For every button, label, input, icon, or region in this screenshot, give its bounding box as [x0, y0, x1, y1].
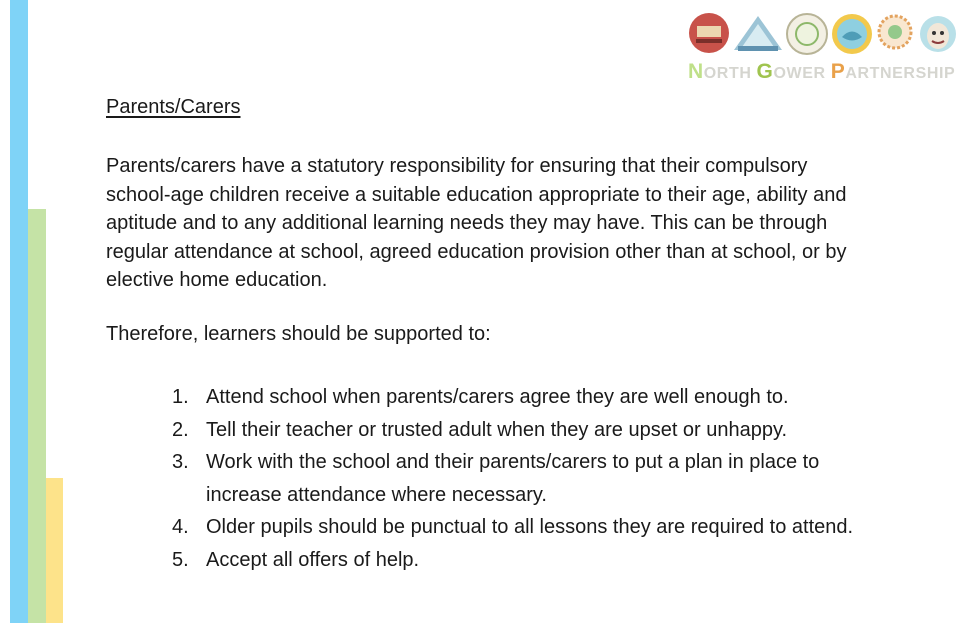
- list-item: [172, 414, 892, 447]
- partnership-name-p: P: [830, 60, 846, 83]
- partnership-name-g: G: [756, 60, 774, 83]
- list-item: [172, 446, 892, 511]
- list-text: Accept all offers of help.: [206, 548, 420, 571]
- list-number: 2.: [172, 418, 189, 441]
- school-crest-blue-circle-icon: [830, 12, 874, 56]
- school-crest-red-icon: [688, 12, 730, 54]
- partnership-name-g-rest: OWER: [773, 65, 831, 82]
- school-crest-face-icon: [918, 12, 958, 56]
- body-paragraph: Parents/carers have a statutory responsibility for ensuring that their compulsory school-age children receive a suitable education appropriate to their age, ability and aptitude and to any additional learning needs they may have. This can be through regular attendance at school, agreed education provision other than at school, or by elective home education.: [106, 155, 847, 292]
- decorative-bar-green: [28, 209, 46, 623]
- partnership-name-p-rest: ARTNERSHIP: [845, 65, 956, 82]
- school-crest-green-circle-icon: [785, 12, 829, 56]
- list-text: Older pupils should be punctual to all lessons they are required to attend.: [206, 516, 854, 538]
- decorative-bar-blue: [10, 0, 28, 623]
- list-number: 4.: [172, 516, 189, 538]
- partnership-logo: [686, 12, 961, 84]
- list-text: Attend school when parents/carers agree they are well enough to.: [206, 386, 789, 408]
- list-item: [172, 544, 892, 577]
- list-text: Tell their teacher or trusted adult when they are upset or unhappy.: [206, 418, 788, 441]
- list-item: [172, 381, 892, 414]
- partnership-name-n-rest: ORTH: [703, 65, 757, 82]
- list-number: 1.: [172, 386, 189, 408]
- list-number: 3.: [172, 451, 189, 473]
- support-list: [172, 381, 892, 576]
- school-logos: [686, 12, 961, 58]
- school-crest-triangle-icon: [732, 12, 784, 54]
- partnership-name: [688, 60, 955, 84]
- school-crest-sun-icon: [876, 12, 914, 52]
- intro-line: Therefore, learners should be supported to:: [106, 323, 491, 345]
- partnership-name-n: N: [688, 60, 704, 83]
- list-item: [172, 511, 892, 544]
- decorative-bar-yellow: [46, 478, 63, 623]
- list-text: Work with the school and their parents/carers to put a plan in place to increase attendance where necessary.: [206, 451, 820, 506]
- section-heading: Parents/Carers: [106, 96, 241, 118]
- list-number: 5.: [172, 548, 189, 571]
